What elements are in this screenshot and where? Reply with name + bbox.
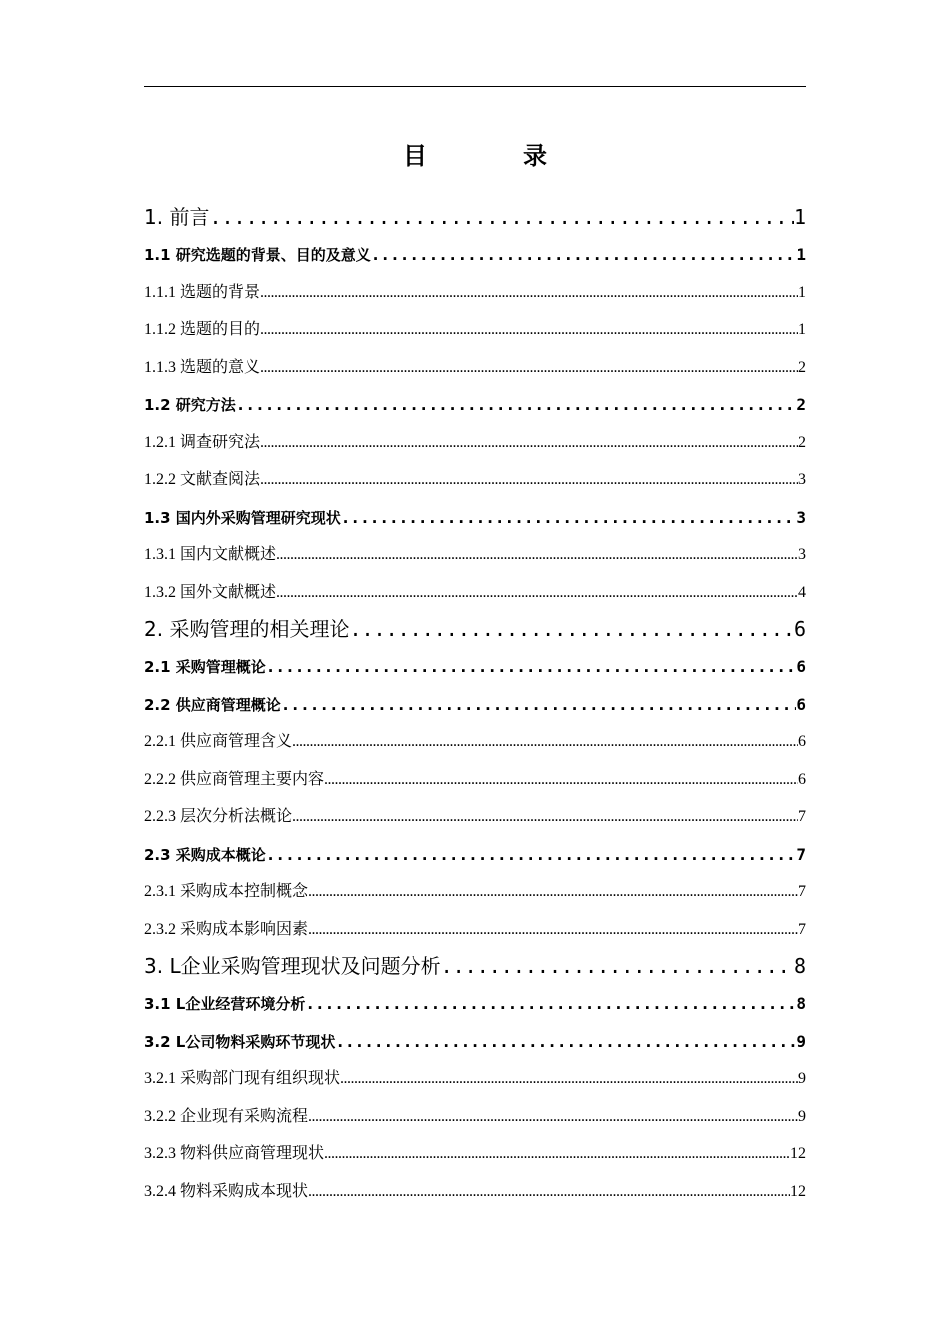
toc-entry-page: 12 xyxy=(790,1145,806,1162)
toc-entry[interactable] xyxy=(144,424,806,462)
toc-entry-page: 9 xyxy=(796,1031,806,1051)
toc-entry-page: 6 xyxy=(793,617,806,641)
toc-entry-page: 6 xyxy=(798,733,806,750)
dot-leader xyxy=(276,574,798,612)
toc-entry-label: 1.1.2 选题的目的 xyxy=(144,321,261,338)
dot-leader xyxy=(266,648,797,686)
dot-leader xyxy=(305,985,796,1023)
dot-leader xyxy=(260,274,798,312)
header-rule xyxy=(144,86,806,87)
toc-entry-page: 7 xyxy=(796,844,806,864)
toc-entry[interactable] xyxy=(144,236,806,274)
dot-leader xyxy=(308,1098,798,1136)
toc-entry-page: 8 xyxy=(796,994,806,1013)
dot-leader xyxy=(260,349,798,387)
toc-entry[interactable] xyxy=(144,761,806,799)
toc-entry-page: 6 xyxy=(796,694,806,714)
toc-entry-label: 3.1 L企业经营环境分析 xyxy=(144,995,306,1013)
toc-entry-page: 7 xyxy=(798,883,806,900)
toc-entry-label: 3. L企业采购管理现状及问题分析 xyxy=(144,954,441,978)
dot-leader xyxy=(308,1173,790,1211)
dot-leader xyxy=(341,499,797,537)
dot-leader xyxy=(292,798,798,836)
dot-leader xyxy=(335,1023,796,1061)
toc-entry-page: 7 xyxy=(798,808,806,825)
dot-leader xyxy=(340,1060,798,1098)
toc-entry-page: 3 xyxy=(798,546,806,563)
toc-entry[interactable] xyxy=(144,536,806,574)
toc-entry[interactable] xyxy=(144,985,806,1023)
dot-leader xyxy=(324,1135,790,1173)
toc-entry[interactable] xyxy=(144,911,806,949)
toc-entry-page: 2 xyxy=(796,395,806,414)
toc-entry[interactable] xyxy=(144,686,806,724)
toc-entry-page: 1 xyxy=(798,321,806,338)
toc-entry-label: 2.2.3 层次分析法概论 xyxy=(144,808,293,825)
toc-entry-page: 1 xyxy=(798,283,806,301)
toc-entry-page: 1 xyxy=(793,205,806,229)
toc-entry-page: 4 xyxy=(798,583,806,601)
toc-entry-label: 3.2 L公司物料采购环节现状 xyxy=(144,1032,336,1051)
toc-entry[interactable] xyxy=(144,349,806,387)
dot-leader xyxy=(349,611,794,648)
toc-entry-page: 12 xyxy=(790,1182,806,1200)
toc-entry-page: 2 xyxy=(798,433,806,451)
toc-entry-label: 2.3.1 采购成本控制概念 xyxy=(144,883,309,900)
toc-entry-label: 2.2.1 供应商管理含义 xyxy=(144,733,293,750)
toc-entry-label: 1.1.3 选题的意义 xyxy=(144,358,261,376)
dot-leader xyxy=(371,236,797,274)
toc-entry-label: 1.2 研究方法 xyxy=(144,396,236,414)
toc-entry[interactable] xyxy=(144,1135,806,1173)
toc-entry[interactable] xyxy=(144,311,806,349)
toc-entry-page: 1 xyxy=(796,245,806,264)
toc-entry[interactable] xyxy=(144,1098,806,1136)
toc-entry-label: 3.2.1 采购部门现有组织现状 xyxy=(144,1070,341,1087)
toc-entry-label: 1.3.2 国外文献概述 xyxy=(144,583,277,601)
toc-entry[interactable] xyxy=(144,461,806,499)
toc-entry-page: 9 xyxy=(798,1107,806,1125)
toc-title: 目 录 xyxy=(403,142,583,170)
dot-leader xyxy=(281,686,797,724)
toc-entry[interactable] xyxy=(144,274,806,312)
toc-entry-label: 1.1 研究选题的背景、目的及意义 xyxy=(144,246,371,264)
toc-entry[interactable] xyxy=(144,386,806,424)
toc-entry-page: 8 xyxy=(793,954,806,978)
toc-entry[interactable] xyxy=(144,948,806,985)
toc-entry-label: 1.3 国内外采购管理研究现状 xyxy=(144,508,341,527)
toc-entry[interactable] xyxy=(144,1173,806,1211)
toc-entry-page: 7 xyxy=(798,920,806,938)
toc-entry-label: 3.2.3 物料供应商管理现状 xyxy=(144,1145,325,1162)
dot-leader xyxy=(260,424,798,462)
toc-entry[interactable] xyxy=(144,611,806,648)
toc-entry-label: 1.3.1 国内文献概述 xyxy=(144,546,277,563)
toc-entry[interactable] xyxy=(144,574,806,612)
toc-entry[interactable] xyxy=(144,798,806,836)
toc-entry-label: 2. 采购管理的相关理论 xyxy=(144,617,350,641)
toc-entry-label: 1.1.1 选题的背景 xyxy=(144,283,261,301)
toc-entry[interactable] xyxy=(144,1060,806,1098)
dot-leader xyxy=(324,761,798,799)
dot-leader xyxy=(209,199,794,236)
dot-leader xyxy=(260,311,798,349)
dot-leader xyxy=(308,911,798,949)
toc-entry-label: 1.2.1 调查研究法 xyxy=(144,433,261,451)
toc-entry[interactable] xyxy=(144,836,806,874)
toc-entry-page: 6 xyxy=(796,657,806,676)
dot-leader xyxy=(266,836,797,874)
toc-entry-label: 3.2.4 物料采购成本现状 xyxy=(144,1182,309,1200)
toc-entry[interactable] xyxy=(144,199,806,236)
dot-leader xyxy=(276,536,798,574)
toc-entry[interactable] xyxy=(144,499,806,537)
toc-entry[interactable] xyxy=(144,1023,806,1061)
toc-list xyxy=(144,199,806,1210)
toc-entry-label: 2.1 采购管理概论 xyxy=(144,658,266,676)
dot-leader xyxy=(441,948,794,985)
toc-entry-label: 1.2.2 文献查阅法 xyxy=(144,471,261,488)
toc-entry-page: 2 xyxy=(798,358,806,376)
toc-entry-page: 6 xyxy=(798,770,806,788)
toc-entry-label: 2.2 供应商管理概论 xyxy=(144,695,281,714)
dot-leader xyxy=(236,386,797,424)
toc-entry-label: 3.2.2 企业现有采购流程 xyxy=(144,1107,309,1125)
toc-entry-label: 2.2.2 供应商管理主要内容 xyxy=(144,770,325,788)
dot-leader xyxy=(260,461,798,499)
toc-entry-label: 2.3.2 采购成本影响因素 xyxy=(144,920,309,938)
dot-leader xyxy=(292,723,798,761)
toc-entry-page: 9 xyxy=(798,1070,806,1087)
toc-entry-page: 3 xyxy=(796,507,806,527)
toc-entry[interactable] xyxy=(144,648,806,686)
toc-entry[interactable] xyxy=(144,873,806,911)
toc-entry[interactable] xyxy=(144,723,806,761)
toc-entry-label: 2.3 采购成本概论 xyxy=(144,845,266,864)
toc-entry-page: 3 xyxy=(798,471,806,488)
toc-entry-label: 1. 前言 xyxy=(144,205,210,229)
dot-leader xyxy=(308,873,798,911)
